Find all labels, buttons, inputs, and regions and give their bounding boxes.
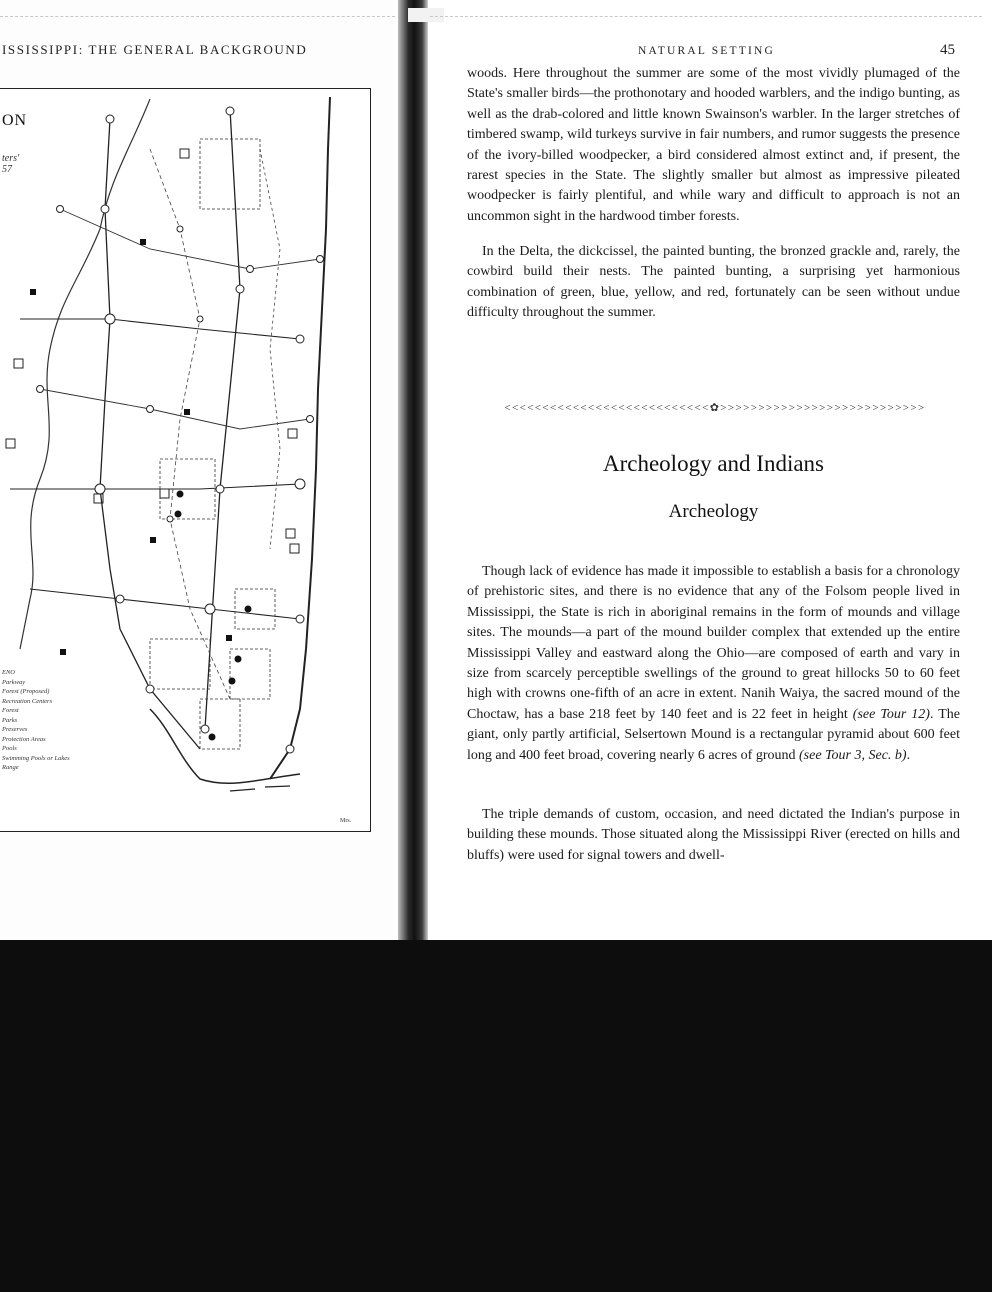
legend-item: Range	[2, 764, 19, 771]
map-title: ON	[2, 112, 28, 129]
legend-item: Parks	[2, 716, 18, 724]
paragraph-text: Though lack of evidence has made it impossible to establish a basis for a chronology of prehistoric sites, and there is no evidence that any of the Folsom people lived in Mississippi, the State is rich in aboriginal remains in the form of mounds and village sites. The mounds—a part of the mound builder complex that extended up the entire Mississippi Valley and eastward along the Ohio—are composed of earth and vary in size from scarcely perceptible swellings of the ground to great hillocks 50 to 60 feet high with crowns one-fifth of an acre in extent. Nanih Waiya, the sacred mound of the Choctaw, has a base 218 feet by 140 feet and is 22 feet in height	[467, 564, 960, 722]
right-running-head: NATURAL SETTING	[638, 45, 776, 57]
paragraph-text: . The giant, only partly artificial, Selsertown Mound is a rectangular pyramid about 600 feet long and 400 feet broad, covering nearly 6 acres of ground	[467, 706, 961, 763]
page-number: 45	[940, 42, 955, 58]
legend-item: Preserves	[2, 726, 28, 733]
left-running-head: ISSISSIPPI: THE GENERAL BACKGROUND	[2, 42, 308, 57]
paragraph-text: .	[906, 747, 911, 763]
page-gutter-shadow	[398, 0, 428, 952]
paragraph: The triple demands of custom, occasion, and need dictated the Indian's purpose in building these mounds. Those situated along the Mississippi River (erected on hills and bluffs) were used for signal towers and dwell-	[467, 807, 960, 863]
legend-item: Parkway	[2, 678, 26, 686]
legend-item: Recreation Centers	[2, 697, 53, 705]
scan-shadow-edge	[0, 940, 992, 970]
legend-item: Pools	[2, 745, 17, 752]
map-subtitle-line: ters'	[2, 153, 20, 164]
section-ornament: <<<<<<<<<<<<<<<<<<<<<<<<<<<✿>>>>>>>>>>>>>>>>>>>>>>>>>>>	[504, 402, 926, 414]
paragraph: In the Delta, the dickcissel, the painted bunting, the bronzed grackle and, rarely, the cowbird build their nests. The painted bunting, a surprising yet harmonious combination of green, blue, yellow, and red, fortunately can be seen without undue difficulty throughout the summer.	[467, 244, 960, 321]
cross-reference: (see Tour 12)	[852, 706, 930, 722]
scan-artifact	[408, 8, 444, 22]
scan-edge-line	[0, 16, 395, 17]
map-legend	[2, 668, 70, 773]
legend-item: Swimming Pools or Lakes	[2, 754, 70, 762]
paragraph: woods. Here throughout the summer are some of the most vividly plumaged of the State's smaller birds—the prothonotary and hooded warblers, and the indigo bunting, as well as the drab-colored and little known Swainson's warbler. In the larger stretches of timbered swamp, wild turkeys survive in fair numbers, and rumor suggests the presence of the ivory-billed woodpecker, a bird considered almost extinct and, if present, the rarest species in the State. The slightly smaller but almost as impressive pileated woodpecker is fairly plentiful, and while wary and difficult to approach is not an uncommon sight in the hardwood timber forests.	[467, 66, 960, 224]
map-credit: Mrs.	[340, 818, 352, 824]
section-title: Archeology and Indians	[603, 451, 824, 476]
map-subtitle-line: 57	[2, 164, 12, 175]
legend-item: ENO	[2, 669, 15, 676]
legend-item: Forest	[2, 707, 19, 714]
scan-edge-line	[430, 16, 982, 17]
subsection-title: Archeology	[668, 501, 759, 522]
legend-item: Forest (Proposed)	[2, 688, 50, 695]
legend-item: Protection Areas	[2, 735, 46, 743]
scan-black-area	[0, 940, 992, 1292]
cross-reference: (see Tour 3, Sec. b)	[799, 747, 907, 763]
paragraph	[467, 562, 960, 766]
